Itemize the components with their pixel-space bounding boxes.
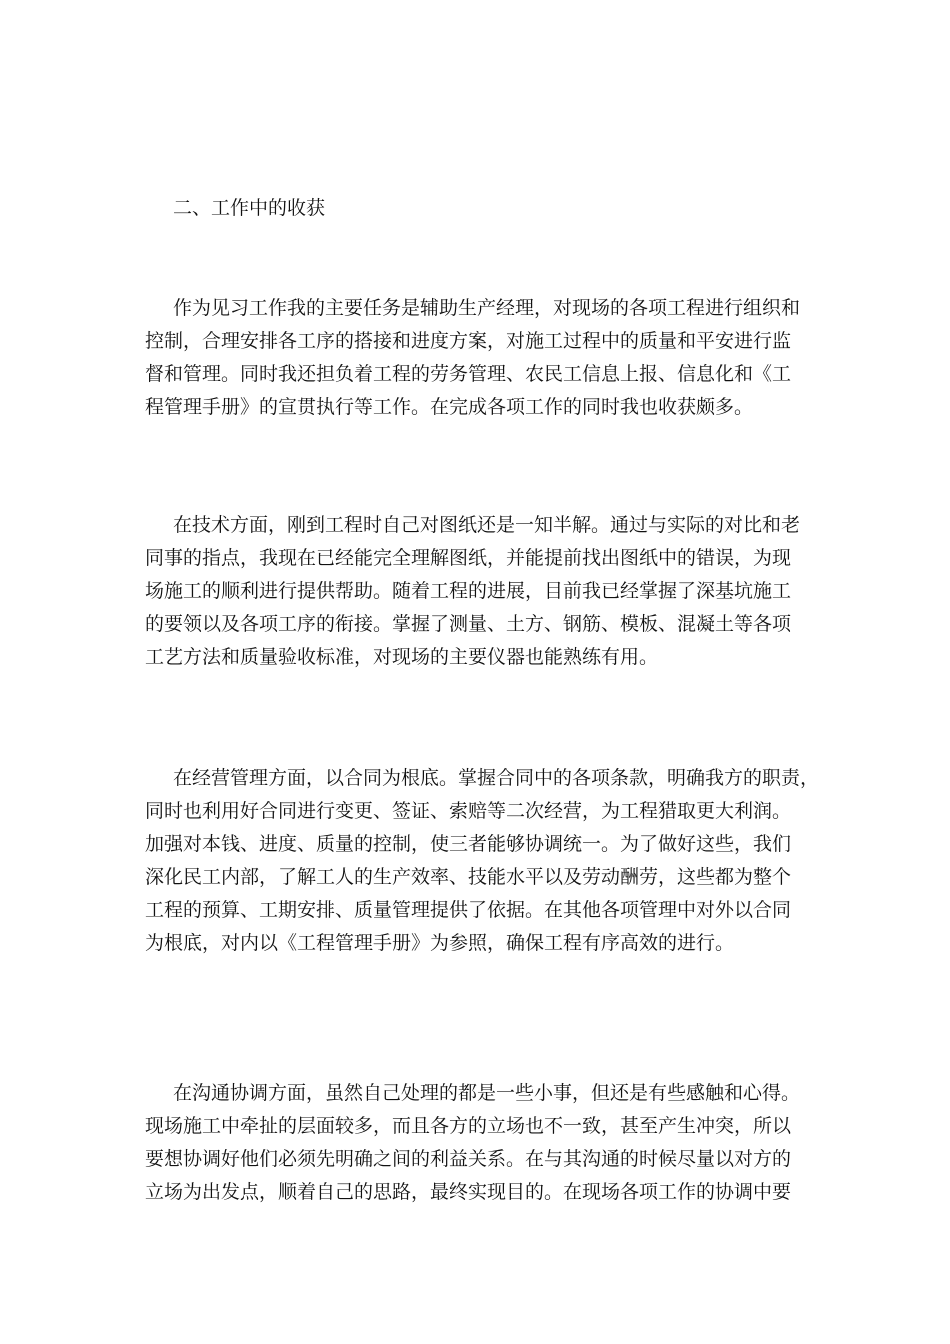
paragraph-line: 加强对本钱、进度、质量的控制，使三者能够协调统一。为了做好这些，我们 bbox=[145, 833, 792, 855]
paragraph-line: 在技术方面，刚到工程时自己对图纸还是一知半解。通过与实际的对比和老 bbox=[173, 514, 801, 536]
paragraph-line: 程管理手册》的宣贯执行等工作。在完成各项工作的同时我也收获颇多。 bbox=[145, 396, 754, 418]
paragraph-line: 深化民工内部，了解工人的生产效率、技能水平以及劳动酬劳，这些都为整个 bbox=[145, 866, 792, 888]
paragraph-line: 要想协调好他们必须先明确之间的利益关系。在与其沟通的时候尽量以对方的 bbox=[145, 1148, 792, 1170]
paragraph-line: 为根底，对内以《工程管理手册》为参照，确保工程有序高效的进行。 bbox=[145, 932, 735, 954]
paragraph-communication bbox=[145, 1077, 825, 1209]
paragraph-line: 督和管理。同时我还担负着工程的劳务管理、农民工信息上报、信息化和《工 bbox=[145, 363, 792, 385]
paragraph-line: 控制，合理安排各工序的搭接和进度方案，对施工过程中的质量和平安进行监 bbox=[145, 330, 792, 352]
paragraph-line: 在沟通协调方面，虽然自己处理的都是一些小事，但还是有些感触和心得。 bbox=[173, 1082, 801, 1104]
paragraph-line: 同时也利用好合同进行变更、签证、索赔等二次经营，为工程猎取更大利润。 bbox=[145, 800, 792, 822]
paragraph-line: 同事的指点，我现在已经能完全理解图纸，并能提前找出图纸中的错误，为现 bbox=[145, 547, 792, 569]
paragraph-line: 工程的预算、工期安排、质量管理提供了依据。在其他各项管理中对外以合同 bbox=[145, 899, 792, 921]
paragraph-technical bbox=[145, 509, 825, 674]
paragraph-management bbox=[145, 762, 825, 960]
paragraph-line: 在经营管理方面，以合同为根底。掌握合同中的各项条款，明确我方的职责， bbox=[173, 767, 820, 789]
paragraph-line: 作为见习工作我的主要任务是辅助生产经理，对现场的各项工程进行组织和 bbox=[173, 297, 801, 319]
paragraph-line: 现场施工中牵扯的层面较多，而且各方的立场也不一致，甚至产生冲突，所以 bbox=[145, 1115, 792, 1137]
paragraph-line: 场施工的顺利进行提供帮助。随着工程的进展，目前我已经掌握了深基坑施工 bbox=[145, 580, 792, 602]
paragraph-duties bbox=[145, 292, 825, 424]
paragraph-line: 工艺方法和质量验收标准，对现场的主要仪器也能熟练有用。 bbox=[145, 646, 659, 668]
paragraph-line: 的要领以及各项工序的衔接。掌握了测量、土方、钢筋、模板、混凝土等各项 bbox=[145, 613, 792, 635]
paragraph-line: 立场为出发点，顺着自己的思路，最终实现目的。在现场各项工作的协调中要 bbox=[145, 1181, 792, 1203]
section-heading: 二、工作中的收获 bbox=[173, 197, 326, 219]
